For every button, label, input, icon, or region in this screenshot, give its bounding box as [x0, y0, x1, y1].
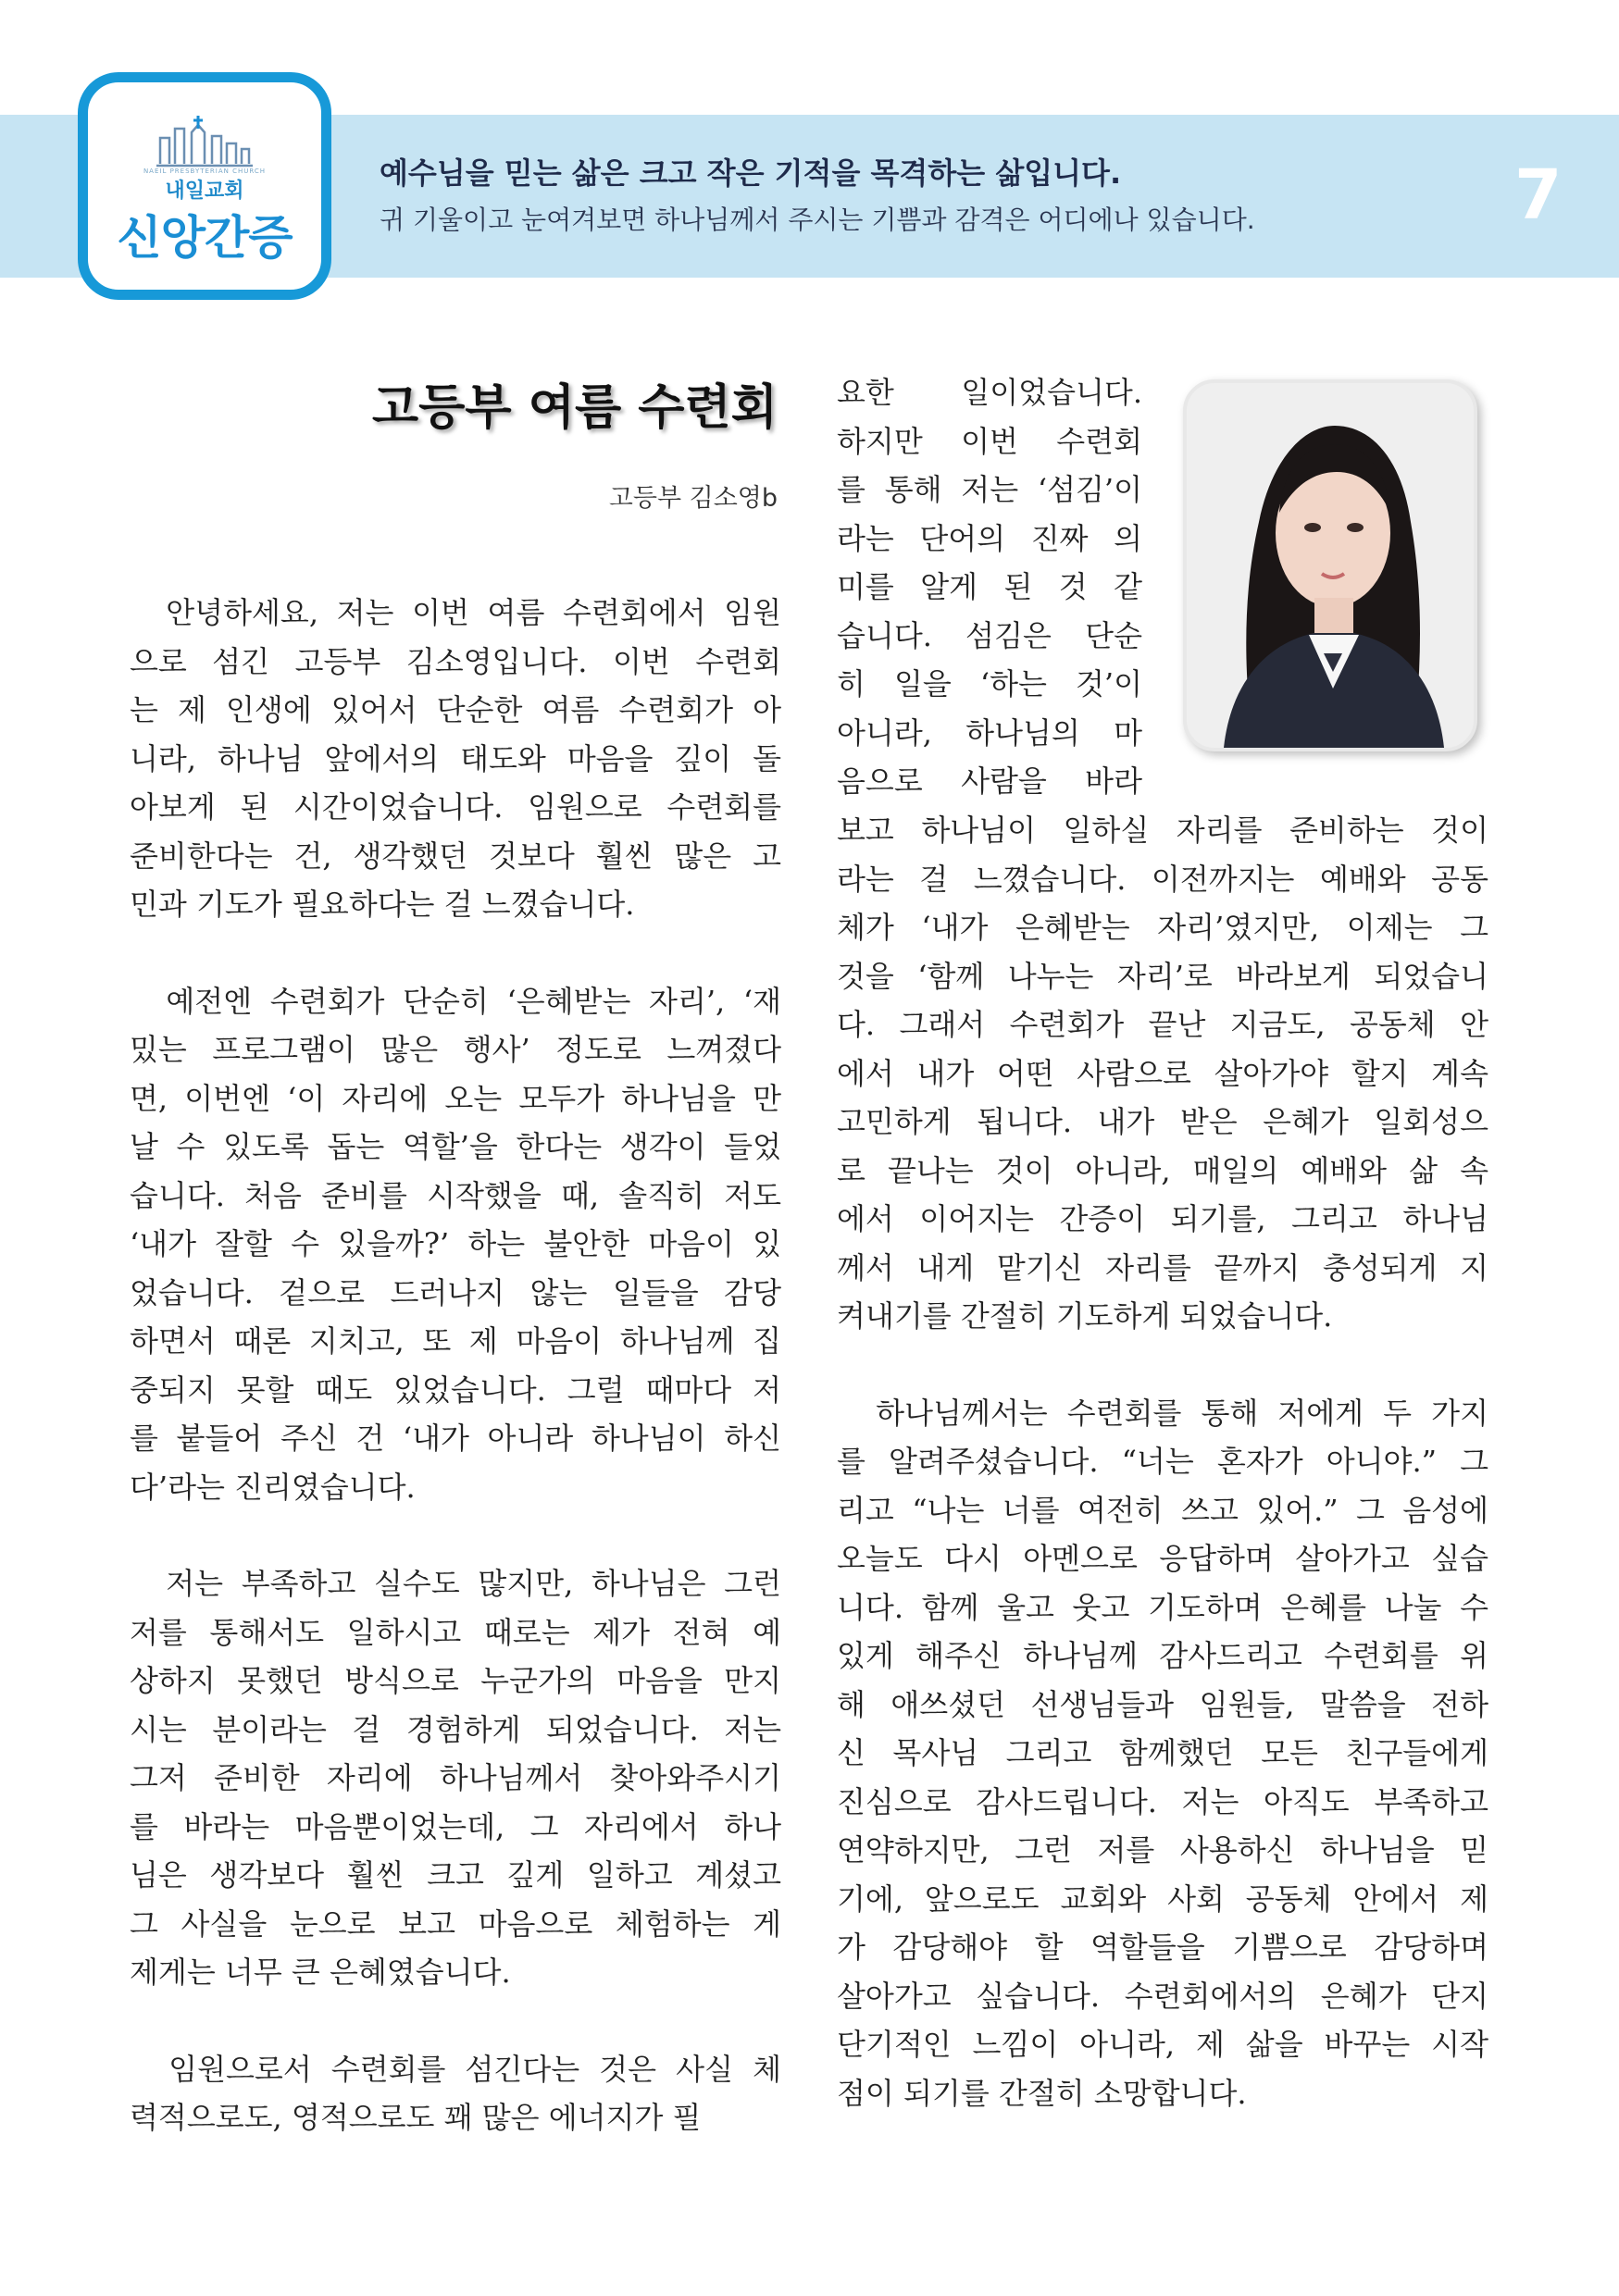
church-name: 내일교회 [165, 180, 244, 203]
text-line: 습니다. 섬김은 단순 [837, 617, 1142, 653]
text-line: 시는 분이라는 걸 경험하게 되었습니다. 저는 [130, 1711, 781, 1747]
text-line: 니다. 함께 울고 웃고 기도하며 은혜를 나눌 수 [837, 1589, 1488, 1625]
text-line: 켜내기를 간절히 기도하게 되었습니다. [837, 1298, 1333, 1334]
text-line: 해 애쓰셨던 선생님들과 임원들, 말씀을 전하 [837, 1686, 1488, 1722]
text-line: ‘내가 잘할 수 있을까?’ 하는 불안한 마음이 있 [130, 1226, 781, 1261]
text-line: 그 사실을 눈으로 보고 마음으로 체험하는 게 [130, 1905, 781, 1942]
text-line: 보고 하나님이 일하실 자리를 준비하는 것이 [837, 813, 1488, 848]
text-line: 으로 섬긴 고등부 김소영입니다. 이번 수련회 [130, 643, 781, 679]
text-line: 를 통해 저는 ‘섬김’이 [837, 472, 1142, 507]
text-line: 니라, 하나님 앞에서의 태도와 마음을 깊이 돌 [130, 740, 781, 776]
text-line: 오늘도 다시 아멘으로 응답하며 살아가고 싶습 [837, 1541, 1488, 1576]
portrait-image [1187, 383, 1474, 748]
text-line: 다. 그래서 수련회가 끝난 지금도, 공동체 안 [837, 1007, 1488, 1042]
text-line: 예전엔 수련회가 단순히 ‘은혜받는 자리’, ‘재 [130, 983, 781, 1019]
text-line: 님은 생각보다 훨씬 크고 깊게 일하고 계셨고 [130, 1857, 781, 1893]
text-line: 준비한다는 건, 생각했던 것보다 훨씬 많은 고 [130, 838, 781, 874]
text-line: 하지만 이번 수련회 [837, 423, 1142, 459]
text-line: 단기적인 느낌이 아니라, 제 삶을 바꾸는 시작 [837, 2027, 1488, 2062]
text-line: 습니다. 처음 준비를 시작했을 때, 솔직히 저도 [130, 1177, 781, 1213]
text-line: 라는 단어의 진짜 의 [837, 520, 1142, 556]
section-title-logo: 신앙간증 [117, 211, 293, 265]
paragraph-gap [130, 1511, 781, 1559]
left-text-column [130, 589, 781, 2142]
text-line: 하나님께서는 수련회를 통해 저에게 두 가지 [837, 1395, 1488, 1431]
text-line: 히 일을 ‘하는 것’이 [837, 666, 1142, 701]
text-line: 를 바라는 마음뿐이었는데, 그 자리에서 하나 [130, 1808, 781, 1844]
church-subtitle: NAEIL PRESBYTERIAN CHURCH [143, 168, 267, 175]
text-line: 로 끝나는 것이 아니라, 매일의 예배와 삶 속 [837, 1152, 1488, 1188]
text-line: 께서 내게 맡기신 자리를 끝까지 충성되게 지 [837, 1249, 1488, 1285]
text-line: 요한 일이었습니다. [837, 375, 1142, 410]
text-line: 리고 “나는 너를 여전히 쓰고 있어.” 그 음성에 [837, 1492, 1488, 1528]
text-line: 민과 기도가 필요하다는 걸 느꼈습니다. [130, 887, 635, 922]
text-line: 는 제 인생에 있어서 단순한 여름 수련회가 아 [130, 692, 781, 727]
text-line: 에서 내가 어떤 사람으로 살아가야 할지 계속 [837, 1055, 1488, 1091]
text-line: 라는 걸 느꼈습니다. 이전까지는 예배와 공동 [837, 861, 1488, 897]
text-line: 신 목사님 그리고 함께했던 모든 친구들에게 [837, 1735, 1488, 1770]
text-line: 기에, 앞으로도 교회와 사회 공동체 안에서 제 [837, 1880, 1488, 1917]
text-line: 날 수 있도록 돕는 역할’을 한다는 생각이 들었 [130, 1129, 781, 1164]
text-line: 를 붙들어 주신 건 ‘내가 아니라 하나님이 하신 [130, 1421, 781, 1456]
text-line: 면, 이번엔 ‘이 자리에 오는 모두가 하나님을 만 [130, 1080, 781, 1116]
paragraph-gap [130, 1997, 781, 2045]
text-line: 그저 준비한 자리에 하나님께서 찾아와주시기 [130, 1760, 781, 1795]
text-line: 저를 통해서도 일하시고 때로는 제가 전혀 예 [130, 1614, 781, 1650]
text-line: 아니라, 하나님의 마 [837, 714, 1142, 751]
text-line: 다’라는 진리였습니다. [130, 1469, 416, 1505]
text-line: 음으로 사람을 바라 [837, 763, 1142, 799]
text-line: 아보게 된 시간이었습니다. 임원으로 수련회를 [130, 789, 781, 825]
text-line: 점이 되기를 간절히 소망합니다. [837, 2075, 1247, 2111]
text-line: 살아가고 싶습니다. 수련회에서의 은혜가 단지 [837, 1978, 1488, 2014]
text-line: 력적으로도, 영적으로도 꽤 많은 에너지가 필 [130, 2100, 702, 2135]
text-line: 에서 이어지는 간증이 되기를, 그리고 하나님 [837, 1201, 1488, 1236]
text-line: 진심으로 감사드립니다. 저는 아직도 부족하고 [837, 1783, 1488, 1819]
right-text-column-top [837, 368, 1142, 806]
text-line: 상하지 못했던 방식으로 누군가의 마음을 만지 [130, 1663, 781, 1698]
text-line: 연약하지만, 그런 저를 사용하신 하나님을 믿 [837, 1832, 1488, 1868]
text-line: 안녕하세요, 저는 이번 여름 수련회에서 임원 [130, 595, 781, 630]
text-line: 를 알려주셨습니다. “너는 혼자가 아니야.” 그 [837, 1444, 1488, 1479]
text-line: 었습니다. 겉으로 드러나지 않는 일들을 감당 [130, 1274, 781, 1310]
paragraph-gap [837, 1341, 1488, 1389]
text-line: 고민하게 됩니다. 내가 받은 은혜가 일회성으 [837, 1104, 1488, 1139]
page-number: 7 [1514, 155, 1563, 235]
text-line: 하면서 때론 지치고, 또 제 마음이 하나님께 집 [130, 1323, 781, 1359]
text-line: 임원으로서 수련회를 섬긴다는 것은 사실 체 [130, 2051, 781, 2087]
text-line: 가 감당해야 할 역할들을 기쁨으로 감당하며 [837, 1930, 1488, 1965]
article-title: 고등부 여름 수련회 [371, 380, 778, 436]
text-line: 체가 ‘내가 은혜받는 자리’였지만, 이제는 그 [837, 910, 1488, 945]
tagline: 귀 기울이고 눈여겨보면 하나님께서 주시는 기쁨과 감격은 어디에나 있습니다. [380, 205, 1255, 235]
church-skyline-icon [155, 116, 255, 168]
article-byline: 고등부 김소영b [608, 484, 778, 513]
tagline-bold: 예수님을 믿는 삶은 크고 작은 기적을 목격하는 삶입니다. [380, 155, 1122, 191]
right-text-column [837, 806, 1488, 2117]
text-line: 저는 부족하고 실수도 많지만, 하나님은 그런 [130, 1566, 781, 1601]
text-line: 미를 알게 된 것 같 [837, 569, 1142, 604]
text-line: 제게는 너무 큰 은혜였습니다. [130, 1955, 511, 1990]
logo [78, 72, 331, 300]
text-line: 것을 ‘함께 나누는 자리’로 바라보게 되었습니 [837, 958, 1488, 994]
text-line: 밌는 프로그램이 많은 행사’ 정도로 느껴졌다 [130, 1032, 781, 1067]
text-line: 중되지 못할 때도 있었습니다. 그럴 때마다 저 [130, 1371, 781, 1408]
text-line: 있게 해주신 하나님께 감사드리고 수련회를 위 [837, 1638, 1488, 1673]
author-photo [1183, 379, 1477, 751]
paragraph-gap [130, 929, 781, 977]
